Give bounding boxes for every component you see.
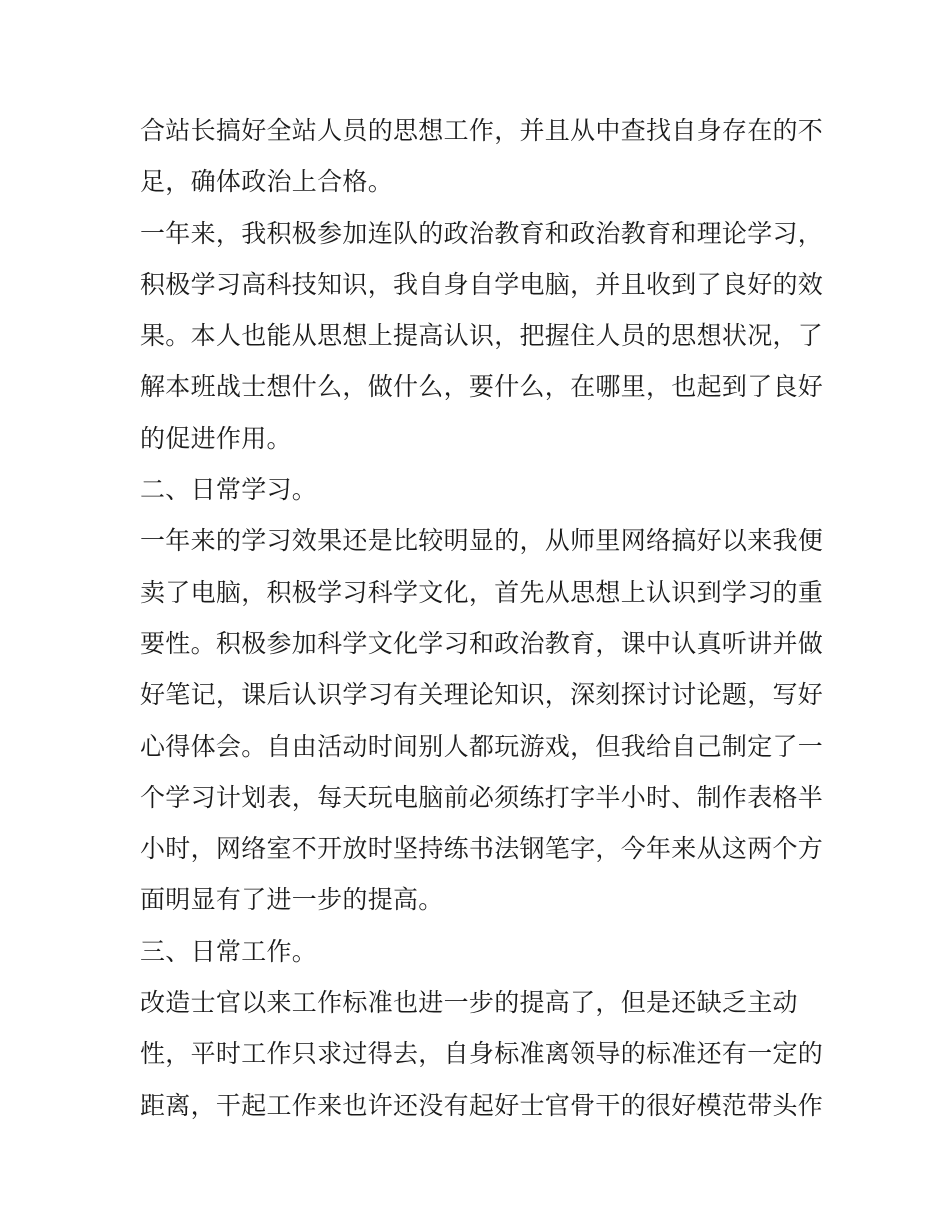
text-line: 个学习计划表，每天玩电脑前必须练打字半小时、制作表格半 (140, 782, 824, 812)
document-body (140, 105, 824, 1131)
text-line: 的促进作用。 (140, 423, 292, 453)
paragraph-start-line: 一年来，我积极参加连队的政治教育和政治教育和理论学习， (140, 218, 824, 248)
paragraph-start-line: 改造士官以来工作标准也进一步的提高了，但是还缺乏主动 (140, 988, 798, 1018)
text-line: 小时，网络室不开放时坚持练书法钢笔字，今年来从这两个方 (140, 834, 824, 864)
text-line: 果。本人也能从思想上提高认识，把握住人员的思想状况，了 (140, 321, 824, 351)
text-line: 足，确体政治上合格。 (140, 167, 394, 197)
paragraph-start-line: 一年来的学习效果还是比较明显的，从师里网络搞好以来我便 (140, 526, 824, 556)
text-line: 面明显有了进一步的提高。 (140, 885, 444, 915)
text-line: 要性。积极参加科学文化学习和政治教育，课中认真听讲并做 (140, 628, 824, 658)
text-line: 解本班战士想什么，做什么，要什么，在哪里，也起到了良好 (140, 372, 824, 402)
text-line: 好笔记，课后认识学习有关理论知识，深刻探讨讨论题，写好 (140, 680, 824, 710)
section-heading-daily-work: 三、日常工作。 (140, 936, 318, 966)
text-line: 卖了电脑，积极学习科学文化，首先从思想上认识到学习的重 (140, 577, 824, 607)
text-line: 心得体会。自由活动时间别人都玩游戏，但我给自己制定了一 (140, 731, 824, 761)
text-line: 距离，干起工作来也许还没有起好士官骨干的很好模范带头作 (140, 1090, 824, 1120)
section-heading-daily-study: 二、日常学习。 (140, 475, 318, 505)
text-line: 性，平时工作只求过得去，自身标准离领导的标准还有一定的 (140, 1039, 824, 1069)
text-line: 积极学习高科技知识，我自身自学电脑，并且收到了良好的效 (140, 269, 824, 299)
text-line: 合站长搞好全站人员的思想工作，并且从中查找自身存在的不 (140, 116, 824, 145)
